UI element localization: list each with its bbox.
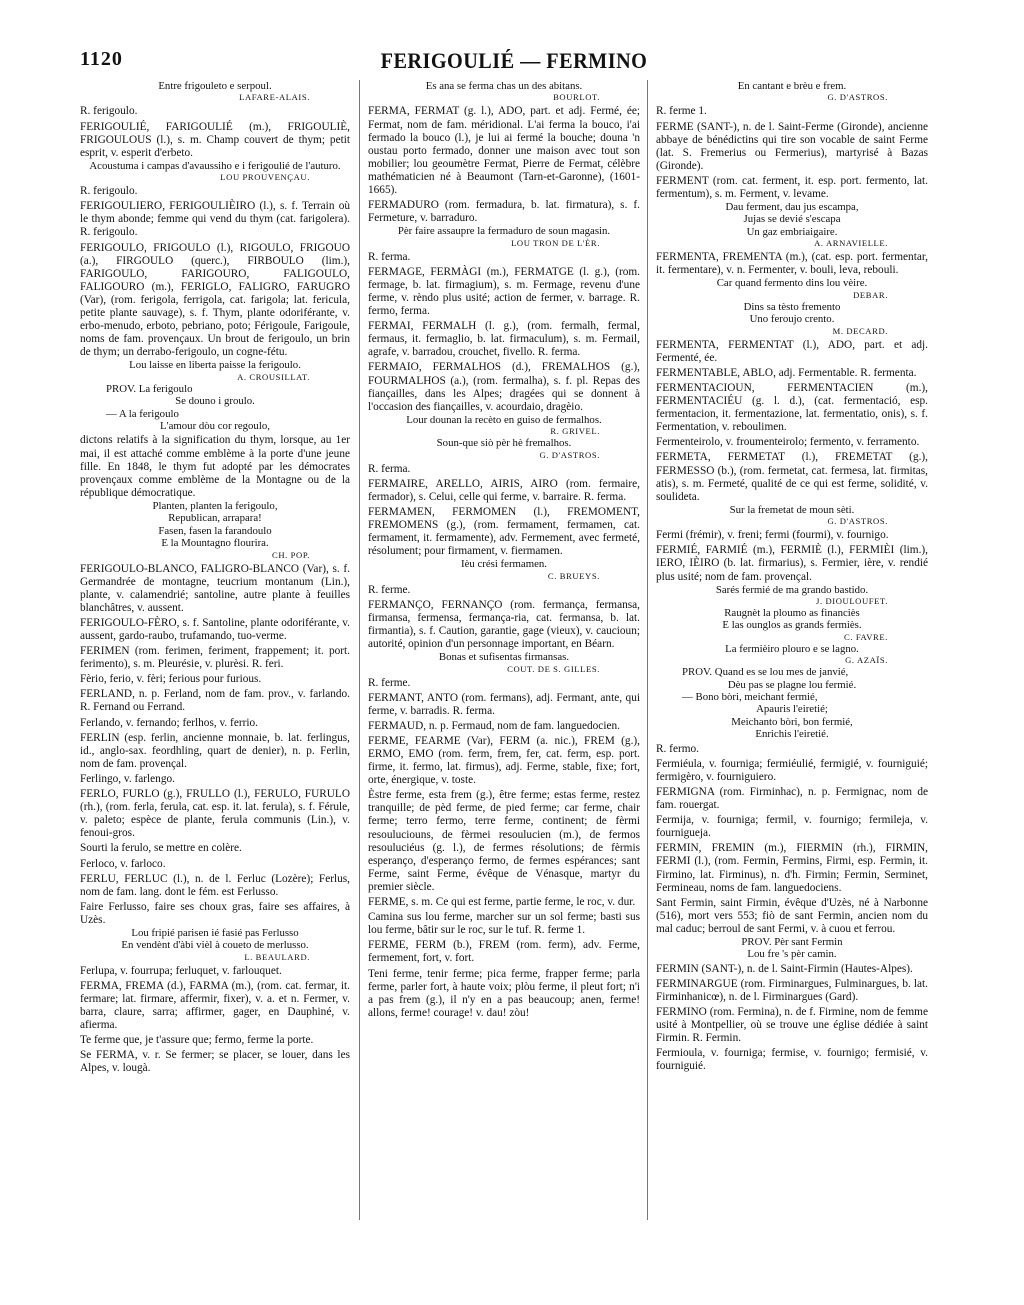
dictionary-entry: Ferloco, v. farloco. <box>80 857 166 870</box>
quotation-verse: PROV. Pèr sant Fermin <box>741 935 843 948</box>
dictionary-entry: FERLO, FURLO (g.), FRULLO (l.), FERULO, FURULO (rh.), (rom. ferla, ferula, cat. esp. it. lat. ferula), s. f. Férule, v. paleto; espèce de plante, ferula communis (Lin.), v. fenoui-gros. <box>80 788 350 840</box>
dictionary-entry: R. ferma. <box>368 250 411 263</box>
dictionary-entry: FERMA, FREMA (d.), FARMA (m.), (rom. cat. fermar, it. fermare; lat. firmare, affermir, fixer), v. a. et n. Fermer, v. barra, claure, sarra; affirmer, gager, en Dauphiné, v. afierma. <box>80 979 350 1032</box>
dictionary-entry: FERLAND, n. p. Ferland, nom de fam. prov., v. farlando. R. Fernand ou Ferrand. <box>80 688 350 714</box>
dictionary-entry: FERMIÉ, FARMIÉ (m.), FERMIÈ (l.), FERMIÈI (lim.), IERO, IÈIRO (b. lat. firmarius), s. Fermier, ière, v. rendié plus usité; nom de fam. provençal. <box>656 544 928 583</box>
dictionary-entry: Sourti la ferulo, se mettre en colère. <box>80 842 242 855</box>
dictionary-entry: FERMINARGUE (rom. Firminargues, Fulminargues, b. lat. Firminhanicœ), n. de l. Firminargues (Gard). <box>656 977 928 1003</box>
dictionary-entry: FERMAGE, FERMÀGI (m.), FERMATGE (l. g.), (rom. fermage, b. lat. firmagium), s. m. Fermage, revenu d'une ferme, v. rèndo plus usité; action de fermer, v. barrage. R. fermo, ferma. <box>368 265 640 318</box>
dictionary-entry: FERMANÇO, FERNANÇO (rom. fermança, fermansa, firmansa, fermensa, fermança-ria, cat. fermansa, b. lat. firmantia), s. f. Caution, garantie, gage (vieux), v. caucioun; autorité, opinion d'un personnage important, en Béarn. <box>368 598 640 651</box>
running-title: FERIGOULIÉ — FERMINO <box>380 48 648 73</box>
column-divider <box>359 80 360 1220</box>
dictionary-entry: FERLU, FERLUC (l.), n. de l. Ferluc (Lozère); Ferlus, nom de fam. lang. dont le fém. est Ferlusso. <box>80 872 350 898</box>
quotation-source: L. BEAULARD. <box>244 951 310 962</box>
quotation-verse: Sur la fremetat de moun sèti. <box>729 503 855 516</box>
dictionary-entry: R. ferigoulo. <box>80 185 138 198</box>
dictionary-entry: FERIGOULO-FÈRO, s. f. Santoline, plante odoriférante, v. aussent, gardo-raubo, trufamando, tuo-verme. <box>80 616 350 642</box>
text-column-middle <box>368 80 640 1230</box>
quotation-verse: Bonas et sufisentas firmansas. <box>438 651 570 664</box>
quotation-verse: Fasen, fasen la farandoulo <box>158 524 272 537</box>
dictionary-entry: Faire Ferlusso, faire ses choux gras, faire ses affaires, à Uzès. <box>80 900 350 926</box>
dictionary-entry: R. ferme. <box>368 676 411 689</box>
dictionary-entry: FERMIN, FREMIN (m.), FIERMIN (rh.), FIRMIN, FERMI (l.), (rom. Fermin, Fermins, Firmi, esp. Fermin, it. Firmino, lat. Firminus), n. d'h. Firmin; Fermin, Serminet, Fermineau, noms de fam. languedociens. <box>656 842 928 894</box>
quotation-verse: Jujas se devié s'escapa <box>743 213 841 226</box>
quotation-verse: Uno feroujo crento. <box>749 313 835 326</box>
quotation-verse: Sarés fermié de ma grando bastido. <box>715 583 869 596</box>
text-column-right <box>656 80 928 1230</box>
dictionary-entry: Fermiéula, v. fourniga; fermiéulié, fermigié, v. fourniguié; fermigèro, v. fourniguiero. <box>656 757 928 783</box>
quotation-verse: Lou fripié parisen ié fasié pas Ferlusso <box>131 926 299 939</box>
quotation-verse: E la Mountagno flourira. <box>161 537 269 550</box>
dictionary-entry: FERME, FEARME (Var), FERM (a. nic.), FREM (g.), ERMO, EMO (rom. ferm, frem, fer, cat. ferm, esp. port. firme, it. fermo, lat. firmus), adj. Ferme, stable, fixe; fort, orte, énergique, v. toste. <box>368 734 640 787</box>
dictionary-entry: Èstre ferme, esta frem (g.), être ferme; estas ferme, restez tranquille; de pèd ferme, de pied ferme; car ferme, chair ferme; terro fermo, terre ferme, continent; de fèrmi resouluciouns, de fèrmei resoulucien (m.), de fermos resouluciéus (g. l.), de fermes résolutions; de fèrmis esperanço, d'esperanço fermo, de fermes espérances; sant Ferme, saint Ferme, évêque de Vénasque, martyr du premier siècle. <box>368 789 640 893</box>
quotation-verse: Entre frigouleto e serpoul. <box>158 80 272 92</box>
dictionary-entry: FERMAIRE, ARELLO, AIRIS, AIRO (rom. fermaire, fermador), s. Celui, celle qui ferme, v. barraire. R. ferma. <box>368 477 640 503</box>
quotation-verse: Se douno i groulo. <box>175 395 255 408</box>
dictionary-entry: FERMENTABLE, ABLO, adj. Fermentable. R. fermenta. <box>656 366 917 379</box>
dictionary-entry: FERMENTA, FERMENTAT (l.), ADO, part. et adj. Fermenté, ée. <box>656 338 928 364</box>
dictionary-entry: Se FERMA, v. r. Se fermer; se placer, se louer, dans les Alpes, v. lougà. <box>80 1049 350 1075</box>
dictionary-entry: FERIGOULIERO, FERIGOULIÈIRO (l.), s. f. Terrain où le thym abonde; femme qui vend du thym (cat. farigolera). R. ferigoulo. <box>80 200 350 239</box>
quotation-verse: Dèu pas se plagne lou fermié. <box>727 678 857 691</box>
quotation-verse: Es ana se ferma chas un des abitans. <box>425 80 583 92</box>
proverb-verse: PROV. La ferigoulo <box>106 382 193 395</box>
quotation-verse: Pèr faire assaupre la fermaduro de soun magasin. <box>397 225 611 238</box>
dictionary-entry: FERMAUD, n. p. Fermaud, nom de fam. languedocien. <box>368 719 620 732</box>
dictionary-entry: Fèrio, ferio, v. fèri; ferious pour furious. <box>80 673 262 686</box>
dictionary-entry: Teni ferme, tenir ferme; pica ferme, frapper ferme; parla ferme, parler fort, à haute voix; plòu ferme, il pleut fort; n'i a pas frem (g.), il n'y en a pas beaucoup; anen, ferme! allons, ferme! courage! v. dau! zòu! <box>368 967 640 1019</box>
dictionary-entry: FERMAMEN, FERMOMEN (l.), FREMOMENT, FREMOMENS (g.), (rom. fermament, fermamen, cat. fermament, it. fermamente), adv. Fermement, avec fermeté, résolument; pour firmament, v. fiermamen. <box>368 505 640 558</box>
dictionary-entry: R. ferme 1. <box>656 105 707 118</box>
dictionary-entry: FERLIN (esp. ferlin, ancienne monnaie, b. lat. ferlingus, id., anglo-sax. feordhling, quart de denier), n. p. Ferlin, nom de fam. provençal. <box>80 731 350 770</box>
dictionary-entry: FERMENT (rom. cat. ferment, it. esp. port. fermento, lat. fermentum), s. m. Ferment, v. levame. <box>656 174 928 200</box>
dictionary-entry: FERMAI, FERMALH (l. g.), (rom. fermalh, fermal, fermaus, it. fermaglio, b. lat. firmaculum), s. m. Fermail, agrafe, v. barradou, crouchet, fivello. R. ferma. <box>368 320 640 359</box>
proverb-verse: PROV. Quand es se lou mes de janvié, <box>682 666 849 679</box>
quotation-verse: Acoustuma i campas d'avaussiho e i ferigoulié de l'auturo. <box>89 159 341 172</box>
proverb-verse: — A la ferigoulo <box>106 407 179 420</box>
quotation-source: COUT. DE S. GILLES. <box>507 663 600 674</box>
quotation-verse: Raugnèt la ploumo as financiès <box>724 607 860 619</box>
quotation-verse: Lou fre 's pèr camin. <box>747 948 837 961</box>
dictionary-entry: Fermioula, v. fourniga; fermise, v. fournigo; fermisié, v. fourniguié. <box>656 1047 928 1073</box>
quotation-verse: Un gaz embriaigaire. <box>746 225 838 238</box>
quotation-source: C. BRUEYS. <box>547 570 600 581</box>
quotation-source: LOU PROUVENÇAU. <box>220 172 310 183</box>
text-column-left <box>80 80 350 1230</box>
quotation-source: CH. POP. <box>272 549 310 560</box>
dictionary-entry: FERME (SANT-), n. de l. Saint-Ferme (Gironde), ancienne abbaye de bénédictins qui tire son vocable de saint Ferme (lat. S. Fremerius ou Fermerius), martyrisé à Bazas (Gironde). <box>656 120 928 172</box>
quotation-source: G. D'ASTROS. <box>539 449 600 460</box>
dictionary-entry: Ferlupa, v. fourrupa; ferluquet, v. farlouquet. <box>80 964 282 977</box>
quotation-verse: Republican, arrapara! <box>168 512 262 525</box>
dictionary-entry: Ferlando, v. fernando; ferlhos, v. ferrio. <box>80 716 258 729</box>
dictionary-entry: FERIGOULO, FRIGOULO (l.), RIGOULO, FRIGOUO (a.), FIRGOULO (querc.), FIRBOULO (lim.), FARIGOULO, FARIGOURO, FALIGOULO, FALIGOURO (m.), FERIGLO, FALIGRO, FARUGRO (Var), (rom. ferigola, ferrigola, cat. farigola; lat. fericula, petite plante sauvage), s. f. Thym, plante odoriférante, v. erbo-menudo, erboto, pebriano, poto; Férigoule, Farigoule, noms de fam. provençaux. Un brout de ferigoulo, un brin de thym; un derrabo-ferigoulo, un cogne-fétu. <box>80 241 350 359</box>
dictionary-entry: FERMIGNA (rom. Firminhac), n. p. Fermignac, nom de fam. rouergat. <box>656 785 928 812</box>
page-header <box>80 48 948 76</box>
dictionary-entry: R. fermo. <box>656 742 699 755</box>
quotation-source: BOURLOT. <box>553 92 600 103</box>
dictionary-entry: FERMENTACIOUN, FERMENTACIEN (m.), FERMENTACIÉU (g. l. d.), (cat. fermentació, esp. fermentacion, it. fermentazione, lat. fermentatio, onis), s. f. Fermentation, v. reboulimen. <box>656 381 928 434</box>
dictionary-entry: FERMETA, FERMETAT (l.), FREMETAT (g.), FERMESSO (b.), (rom. fermetat, cat. fermesa, lat. firmitas, atis), s. m. Fermeté, qualité de ce qui est ferme, solidité, v. soulideta. <box>656 451 928 503</box>
quotation-verse: La fermièiro plouro e se lagno. <box>725 642 859 655</box>
dictionary-entry: FERME, FERM (b.), FREM (rom. ferm), adv. Ferme, fermement, fort, v. fort. <box>368 939 640 965</box>
quotation-verse: Planten, planten la ferigoulo, <box>152 499 278 512</box>
dictionary-entry: FERMENTA, FREMENTA (m.), (cat. esp. port. fermentar, it. fermentare), v. n. Fermenter, v. bouli, leva, rebouli. <box>656 251 928 277</box>
quotation-verse: E las ounglos as grands fermiès. <box>722 619 862 632</box>
dictionary-entry: R. ferme. <box>368 583 411 596</box>
dictionary-entry: FERMAIO, FERMALHOS (d.), FREMALHOS (g.), FOURMALHOS (a.), (rom. fermalha), s. f. pl. Repas des fiançailles, dans les Alpes; dragées qui se donnent à l'occasion des fiançailles, v. acourdaio, dragèio. <box>368 361 640 413</box>
column-divider <box>647 80 648 1220</box>
quotation-source: R. GRIVEL. <box>550 426 600 437</box>
quotation-source: A. ARNAVIELLE. <box>814 238 888 249</box>
dictionary-entry: Ferlingo, v. farlengo. <box>80 772 175 785</box>
quotation-source: G. AZAÏS. <box>845 655 888 666</box>
dictionary-entry: R. ferigoulo. <box>80 105 138 118</box>
quotation-verse: L'amour dòu cor regoulo, <box>160 420 270 433</box>
quotation-source: LOU TRON DE L'ÈR. <box>511 237 600 248</box>
quotation-verse: Soun-que siò pèr hè fremalhos. <box>436 437 572 450</box>
quotation-source: G. D'ASTROS. <box>827 516 888 527</box>
quotation-source: J. DIOULOUFET. <box>816 596 888 606</box>
dictionary-entry: FERMIN (SANT-), n. de l. Saint-Firmin (Hautes-Alpes). <box>656 962 913 975</box>
dictionary-entry: FERMA, FERMAT (g. l.), ADO, part. et adj. Fermé, ée; Fermat, nom de fam. méridional. L'ai ferma la bouco, i'ai fermado la bouco (l.), je lui ai fermé la bouche; douna 'n oustau porto fermado, donner une maison avec tout son mobilier; lou geoumètre Fermat, Pierre de Fermat, célèbre mathématicien né à Beaumont (Tarn-et-Garonne), (1601-1665). <box>368 105 640 196</box>
quotation-verse: En cantant e brèu e frem. <box>737 80 847 92</box>
page-number: 1120 <box>80 48 123 70</box>
quotation-verse: En vendènt d'àbi vièl à coueto de merlusso. <box>121 939 309 952</box>
dictionary-entry: FERIGOULO-BLANCO, FALIGRO-BLANCO (Var), s. f. Germandrée de montagne, teucrium montanum (Lin.), plante, v. calamendrié; santoline, autre plante à feuilles blanchâtres, v. aussent. <box>80 562 350 614</box>
dictionary-entry: Camina sus lou ferme, marcher sur un sol ferme; basti sus lou ferme, bâtir sur le roc, sur le tuf. R. ferme 1. <box>368 911 640 937</box>
dictionary-entry: FERMINO (rom. Fermina), n. de f. Firmine, nom de femme usité à Montpellier, où se trouve une église dédiée à saint Firmin. R. Fermin. <box>656 1006 928 1045</box>
dictionary-entry: dictons relatifs à la signification du thym, lorsque, au 1er mai, il est attaché comme emblème à la porte d'une jeune fille. En 1848, le thym fut adopté par les démocrates provençaux comme emblème de la Montagne ou de la république démocratique. <box>80 434 350 499</box>
dictionary-entry: FERIGOULIÉ, FARIGOULIÉ (m.), FRIGOULIÈ, FRIGOULOUS (l.), s. m. Champ couvert de thym; petit esprit, v. esperit d'erbeto. <box>80 120 350 159</box>
quotation-source: M. DECARD. <box>832 325 888 336</box>
quotation-verse: Ièu crési fermamen. <box>460 558 548 571</box>
quotation-verse: Lou laisse en liberta paisse la ferigoulo. <box>129 359 301 372</box>
dictionary-entry: Fermija, v. fourniga; fermil, v. fournigo; fermileja, v. fournigueja. <box>656 814 928 840</box>
quotation-verse: Dau ferment, dau jus escampa, <box>725 201 859 214</box>
dictionary-entry: Fermenteirolo, v. froumenteirolo; fermento, v. ferramento. <box>656 436 920 449</box>
quotation-source: DEBAR. <box>853 289 888 300</box>
quotation-source: LAFARE-ALAIS. <box>239 92 310 103</box>
dictionary-entry: Te ferme que, je t'assure que; fermo, ferme la porte. <box>80 1034 314 1047</box>
dictionary-entry: R. ferma. <box>368 462 411 475</box>
quotation-verse: Lour dounan la recèto en guiso de fermalhos. <box>406 413 602 426</box>
quotation-verse: Car quand fermento dins lou vèire. <box>716 277 868 290</box>
quotation-source: G. D'ASTROS. <box>827 92 888 103</box>
dictionary-entry: FERME, s. m. Ce qui est ferme, partie ferme, le roc, v. dur. <box>368 896 636 909</box>
dictionary-entry: FERMANT, ANTO (rom. fermans), adj. Fermant, ante, qui ferme, v. barradis. R. ferma. <box>368 691 640 717</box>
proverb-verse: — Bono bòri, meichant fermié, <box>682 691 818 704</box>
dictionary-entry: Sant Fermin, saint Firmin, évêque d'Uzès, né à Narbonne (516), mort vers 553; fiò de sant Fermin, ancien nom du mal caduc; berroul de sant Fermi, v. à cuou et ferrou. <box>656 896 928 935</box>
quotation-verse: Meichanto bòri, bon fermié, <box>731 715 853 728</box>
quotation-verse: Dins sa tèsto fremento <box>743 300 841 313</box>
quotation-verse: Enrichis l'eiretié. <box>755 728 829 741</box>
quotation-verse: Apauris l'eiretié; <box>756 703 828 716</box>
quotation-source: A. CROUSILLAT. <box>237 371 310 382</box>
dictionary-entry: Fermi (frémir), v. freni; fermi (fourmi), v. fournigo. <box>656 529 889 542</box>
dictionary-entry: FERMADURO (rom. fermadura, b. lat. firmatura), s. f. Fermeture, v. barraduro. <box>368 199 640 225</box>
dictionary-entry: FERIMEN (rom. ferimen, feriment, frappement; it. port. ferimento), s. m. Pleurésie, v. plurèsi. R. feri. <box>80 645 350 671</box>
quotation-source: C. FAVRE. <box>843 631 888 642</box>
